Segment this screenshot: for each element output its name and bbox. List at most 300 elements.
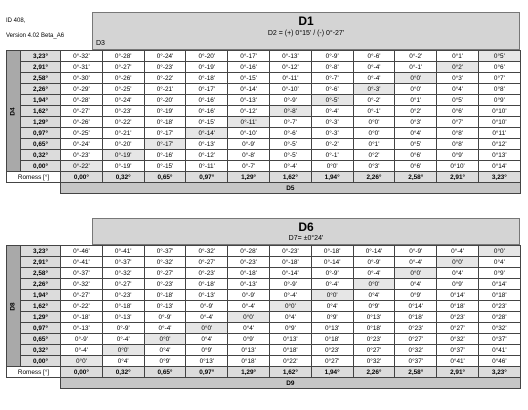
column-label: 1,29° — [228, 367, 270, 378]
table-cell: 0°-37' — [61, 268, 103, 279]
table-cell: 0°-6' — [269, 128, 311, 139]
column-label: 2,91° — [437, 367, 479, 378]
table-cell: 0°18' — [269, 345, 311, 356]
table-cell: 0°37' — [395, 356, 437, 367]
row-label: 0,00° — [21, 161, 61, 172]
column-label: 1,94° — [311, 367, 353, 378]
table-cell: 0°-41' — [61, 257, 103, 268]
table-cell: 0°-23' — [269, 246, 311, 257]
table-cell: 0°18' — [353, 323, 395, 334]
table-cell: 0°-18' — [186, 73, 228, 84]
row-label: 0,65° — [21, 139, 61, 150]
table-cell: 0°-18' — [102, 301, 144, 312]
table-cell: 0°32' — [395, 345, 437, 356]
table-cell: 0°9' — [228, 334, 270, 345]
row-label: 0,97° — [21, 323, 61, 334]
table-cell: 0°-5' — [269, 150, 311, 161]
table-cell: 0°1' — [437, 51, 479, 62]
table-cell: 0°-16' — [186, 95, 228, 106]
column-label: 0,65° — [144, 172, 186, 183]
table-cell: 0°23' — [478, 301, 520, 312]
table-cell: 0°-28' — [228, 246, 270, 257]
table-cell: 0°23' — [311, 345, 353, 356]
table-cell: 0°-9' — [311, 51, 353, 62]
table-cell: 0°-32' — [144, 257, 186, 268]
footer-row — [7, 172, 521, 183]
table-cell: 0°4' — [437, 268, 479, 279]
table-row — [7, 62, 521, 73]
table-cell: 0°-2' — [311, 139, 353, 150]
table-row — [7, 84, 521, 95]
table-cell: 0°-15' — [228, 73, 270, 84]
table-cell: 0°0' — [395, 84, 437, 95]
table-cell: 0°-11' — [186, 161, 228, 172]
row-label: 1,94° — [21, 95, 61, 106]
table-cell: 0°9' — [186, 345, 228, 356]
row-label: 2,58° — [21, 268, 61, 279]
table-cell: 0°-13' — [186, 290, 228, 301]
table-cell: 0°-4' — [228, 301, 270, 312]
table-cell: 0°-20' — [102, 139, 144, 150]
table-cell: 0°0' — [311, 290, 353, 301]
table-cell: 0°-9' — [61, 334, 103, 345]
table-cell: 0°-25' — [61, 128, 103, 139]
table-cell: 0°18' — [437, 301, 479, 312]
table-cell: 0°11' — [478, 128, 520, 139]
table-cell: 0°13' — [228, 345, 270, 356]
table-cell: 0°-12' — [269, 62, 311, 73]
table-cell: 0°-26' — [102, 73, 144, 84]
table-cell: 0°18' — [311, 334, 353, 345]
table-cell: 0°0' — [228, 312, 270, 323]
row-label: 1,62° — [21, 301, 61, 312]
table-cell: 0°-9' — [144, 312, 186, 323]
column-label: 0,32° — [102, 367, 144, 378]
table-cell: 0°18' — [395, 312, 437, 323]
table-cell: 0°-19' — [186, 62, 228, 73]
table-cell: 0°4' — [395, 128, 437, 139]
table-cell: 0°-10' — [269, 84, 311, 95]
table-cell: 0°-41' — [102, 246, 144, 257]
table-cell: 0°-17' — [228, 51, 270, 62]
table-cell: 0°-15' — [186, 117, 228, 128]
table1-subtitle2: D3 — [96, 40, 105, 47]
axis-row — [7, 183, 521, 194]
table-cell: 0°-19' — [144, 106, 186, 117]
table-cell: 0°-4' — [311, 106, 353, 117]
table-cell: 0°-9' — [269, 279, 311, 290]
table-cell: 0°-30' — [61, 73, 103, 84]
table1-side-label — [7, 51, 21, 172]
table-cell: 0°27' — [395, 334, 437, 345]
table-cell: 0°-14' — [311, 257, 353, 268]
table-cell: 0°13' — [311, 323, 353, 334]
table-cell: 0°1' — [353, 139, 395, 150]
table-row — [7, 334, 521, 345]
table-cell: 0°-5' — [311, 95, 353, 106]
table-cell: 0°10' — [478, 117, 520, 128]
table-cell: 0°-10' — [228, 128, 270, 139]
table-cell: 0°4' — [228, 323, 270, 334]
table2-side-label — [7, 246, 21, 367]
table-cell: 0°32' — [353, 356, 395, 367]
table-cell: 0°5' — [395, 139, 437, 150]
table-cell: 0°-14' — [228, 84, 270, 95]
table-cell: 0°9' — [144, 356, 186, 367]
table-cell: 0°-28' — [102, 51, 144, 62]
table-cell: 0°3' — [353, 161, 395, 172]
table1-subtitle: D2 = (+) 0°15' / (-) 0°-27' — [267, 30, 345, 37]
table2-foot-label: Romess [°] — [7, 367, 61, 378]
table-cell: 0°-7' — [269, 117, 311, 128]
table-cell: 0°-2' — [353, 95, 395, 106]
row-label: 2,26° — [21, 279, 61, 290]
table-cell: 0°6' — [478, 62, 520, 73]
table-cell: 0°-17' — [144, 139, 186, 150]
table-cell: 0°-1' — [353, 106, 395, 117]
table-cell: 0°-27' — [61, 106, 103, 117]
table-cell: 0°-24' — [144, 51, 186, 62]
table2-side-label-text: D8 — [9, 301, 17, 311]
table-cell: 0°-3' — [353, 84, 395, 95]
table-cell: 0°0' — [395, 268, 437, 279]
table-row — [7, 117, 521, 128]
table-row — [7, 51, 521, 62]
table-cell: 0°-37' — [102, 257, 144, 268]
table-cell: 0°-26' — [61, 117, 103, 128]
column-label: 3,23° — [478, 367, 520, 378]
table-cell: 0°0' — [353, 117, 395, 128]
table1-side-label-text: D4 — [9, 106, 17, 116]
table-cell: 0°5' — [437, 95, 479, 106]
table-cell: 0°9' — [437, 150, 479, 161]
table-row — [7, 279, 521, 290]
table-cell: 0°0' — [353, 279, 395, 290]
table-cell: 0°-25' — [102, 84, 144, 95]
table-cell: 0°8' — [437, 139, 479, 150]
table-cell: 0°-23' — [228, 257, 270, 268]
table-cell: 0°-32' — [102, 268, 144, 279]
table-cell: 0°-21' — [144, 84, 186, 95]
table-cell: 0°-23' — [144, 279, 186, 290]
table-cell: 0°0' — [269, 301, 311, 312]
table-cell: 0°-23' — [186, 268, 228, 279]
table-cell: 0°28' — [478, 312, 520, 323]
table-cell: 0°-4' — [353, 62, 395, 73]
table-cell: 0°4' — [353, 290, 395, 301]
table-cell: 0°-16' — [228, 62, 270, 73]
table-cell: 0°-7' — [311, 73, 353, 84]
table-cell: 0°14' — [395, 301, 437, 312]
table-cell: 0°3' — [395, 117, 437, 128]
table-cell: 0°-21' — [102, 128, 144, 139]
column-label: 2,91° — [437, 172, 479, 183]
table-cell: 0°27' — [437, 323, 479, 334]
table-row — [7, 246, 521, 257]
table-cell: 0°-9' — [311, 268, 353, 279]
row-label: 2,91° — [21, 257, 61, 268]
table2-block — [6, 218, 520, 403]
column-label: 1,62° — [269, 172, 311, 183]
table1-block — [6, 12, 520, 204]
table-cell: 0°9' — [395, 290, 437, 301]
table-cell: 0°-4' — [353, 73, 395, 84]
table-cell: 0°-18' — [61, 312, 103, 323]
table-row — [7, 106, 521, 117]
table-cell: 0°-8' — [311, 62, 353, 73]
table-cell: 0°-4' — [437, 246, 479, 257]
column-label: 2,58° — [395, 172, 437, 183]
table-cell: 0°-9' — [228, 139, 270, 150]
table-row — [7, 139, 521, 150]
column-label: 0,97° — [186, 172, 228, 183]
table-cell: 0°-17' — [186, 84, 228, 95]
row-label: 1,29° — [21, 312, 61, 323]
table-cell: 0°-9' — [269, 95, 311, 106]
table-cell: 0°18' — [228, 356, 270, 367]
table-cell: 0°-24' — [61, 139, 103, 150]
column-label: 0,97° — [186, 367, 228, 378]
table-cell: 0°-18' — [228, 268, 270, 279]
column-label: 1,29° — [228, 172, 270, 183]
table-cell: 0°-18' — [269, 257, 311, 268]
table-cell: 0°-9' — [353, 257, 395, 268]
row-label: 3,23° — [21, 51, 61, 62]
table-cell: 0°4' — [478, 257, 520, 268]
row-label: 1,94° — [21, 290, 61, 301]
table-cell: 0°-4' — [102, 334, 144, 345]
table-cell: 0°-23' — [61, 150, 103, 161]
table-cell: 0°-9' — [395, 246, 437, 257]
table-cell: 0°6' — [437, 106, 479, 117]
column-label: 0,65° — [144, 367, 186, 378]
axis-blank — [7, 183, 61, 194]
row-label: 2,58° — [21, 73, 61, 84]
table-cell: 0°12' — [478, 139, 520, 150]
table-cell: 0°-13' — [61, 323, 103, 334]
table-cell: 0°13' — [269, 334, 311, 345]
column-label: 3,23° — [478, 172, 520, 183]
table-cell: 0°4' — [311, 301, 353, 312]
table-cell: 0°32' — [437, 334, 479, 345]
table-cell: 0°-16' — [186, 106, 228, 117]
table-cell: 0°9' — [311, 312, 353, 323]
table-cell: 0°37' — [478, 334, 520, 345]
table-cell: 0°-22' — [102, 117, 144, 128]
table-cell: 0°-4' — [269, 161, 311, 172]
column-label: 0,32° — [102, 172, 144, 183]
row-label: 1,62° — [21, 106, 61, 117]
footer-row — [7, 367, 521, 378]
table-cell: 0°4' — [437, 84, 479, 95]
table-cell: 0°0' — [437, 257, 479, 268]
table-cell: 0°-18' — [144, 290, 186, 301]
table-cell: 0°8' — [478, 84, 520, 95]
table-cell: 0°-11' — [228, 117, 270, 128]
table-cell: 0°-13' — [102, 312, 144, 323]
table-cell: 0°8' — [437, 128, 479, 139]
table-cell: 0°41' — [478, 345, 520, 356]
table-cell: 0°-3' — [311, 117, 353, 128]
table-cell: 0°2' — [437, 62, 479, 73]
table-cell: 0°-18' — [311, 246, 353, 257]
table-row — [7, 128, 521, 139]
table-cell: 0°-27' — [102, 62, 144, 73]
table-row — [7, 345, 521, 356]
table-cell: 0°1' — [395, 95, 437, 106]
table-cell: 0°32' — [478, 323, 520, 334]
table-cell: 0°-46' — [61, 246, 103, 257]
row-label: 0,32° — [21, 345, 61, 356]
table-cell: 0°-22' — [61, 161, 103, 172]
table-cell: 0°-22' — [61, 301, 103, 312]
table-cell: 0°6' — [395, 150, 437, 161]
table-cell: 0°0' — [395, 73, 437, 84]
table-cell: 0°-23' — [102, 106, 144, 117]
table-cell: 0°3' — [437, 73, 479, 84]
table-cell: 0°27' — [353, 345, 395, 356]
table-cell: 0°-17' — [144, 128, 186, 139]
table-cell: 0°-13' — [269, 51, 311, 62]
column-label: 1,62° — [269, 367, 311, 378]
table-cell: 0°0' — [353, 128, 395, 139]
table-cell: 0°-11' — [269, 73, 311, 84]
table2-subtitle: D7= ±0°24' — [288, 235, 324, 242]
row-label: 0,32° — [21, 150, 61, 161]
table-cell: 0°-6' — [311, 84, 353, 95]
table-cell: 0°14' — [437, 290, 479, 301]
table-cell: 0°-14' — [269, 268, 311, 279]
table-cell: 0°-19' — [102, 150, 144, 161]
table-cell: 0°-4' — [395, 257, 437, 268]
table-cell: 0°-4' — [311, 279, 353, 290]
table1-foot-label: Romess [°] — [7, 172, 61, 183]
table-cell: 0°-24' — [102, 95, 144, 106]
table-cell: 0°-9' — [186, 301, 228, 312]
table-cell: 0°9' — [437, 279, 479, 290]
table-cell: 0°0' — [186, 323, 228, 334]
table-cell: 0°-16' — [144, 150, 186, 161]
table-cell: 0°-12' — [228, 106, 270, 117]
table-cell: 0°13' — [186, 356, 228, 367]
table-cell: 0°14' — [478, 161, 520, 172]
table-cell: 0°-32' — [61, 279, 103, 290]
table-cell: 0°0' — [61, 356, 103, 367]
table2-title: D6 — [298, 220, 314, 234]
table-cell: 0°-4' — [186, 312, 228, 323]
row-label: 0,65° — [21, 334, 61, 345]
column-label: 0,00° — [61, 172, 103, 183]
table-cell: 0°4' — [144, 345, 186, 356]
table-cell: 0°6' — [395, 161, 437, 172]
row-label: 0,00° — [21, 356, 61, 367]
table-cell: 0°-13' — [228, 279, 270, 290]
table-cell: 0°-27' — [61, 290, 103, 301]
table-cell: 0°-27' — [186, 257, 228, 268]
table-row — [7, 268, 521, 279]
table-cell: 0°9' — [353, 301, 395, 312]
table-cell: 0°22' — [269, 356, 311, 367]
table-cell: 0°4' — [186, 334, 228, 345]
table-row — [7, 301, 521, 312]
table-cell: 0°-1' — [311, 150, 353, 161]
table-cell: 0°5' — [478, 51, 520, 62]
table-row — [7, 161, 521, 172]
table-cell: 0°-18' — [144, 117, 186, 128]
table-cell: 0°-20' — [144, 95, 186, 106]
table1-title: D1 — [298, 14, 314, 28]
table-cell: 0°-2' — [395, 51, 437, 62]
table-cell: 0°-14' — [186, 128, 228, 139]
table-cell: 0°-22' — [144, 73, 186, 84]
table-cell: 0°23' — [353, 334, 395, 345]
table-row — [7, 95, 521, 106]
table-cell: 0°7' — [437, 117, 479, 128]
table-cell: 0°-13' — [144, 301, 186, 312]
table-cell: 0°-27' — [144, 268, 186, 279]
table-cell: 0°10' — [478, 106, 520, 117]
table-cell: 0°23' — [395, 323, 437, 334]
document-id: ID 408, — [6, 18, 26, 24]
table-cell: 0°-14' — [353, 246, 395, 257]
table-row — [7, 312, 521, 323]
row-label: 0,97° — [21, 128, 61, 139]
table-cell: 0°14' — [478, 279, 520, 290]
table-cell: 0°2' — [353, 150, 395, 161]
table-cell: 0°13' — [478, 150, 520, 161]
table-cell: 0°-32' — [186, 246, 228, 257]
table-cell: 0°-31' — [61, 62, 103, 73]
column-label: 1,94° — [311, 172, 353, 183]
table-cell: 0°-3' — [311, 128, 353, 139]
axis-row — [7, 378, 521, 389]
table-row — [7, 323, 521, 334]
table-cell: 0°-8' — [228, 150, 270, 161]
table-cell: 0°-5' — [269, 139, 311, 150]
table-cell: 0°2' — [395, 106, 437, 117]
table-cell: 0°-19' — [102, 161, 144, 172]
table-row — [7, 150, 521, 161]
table-cell: 0°-23' — [102, 290, 144, 301]
table-row — [7, 290, 521, 301]
table-cell: 0°-18' — [186, 279, 228, 290]
table-cell: 0°-4' — [144, 323, 186, 334]
table-cell: 0°-37' — [144, 246, 186, 257]
column-label: 2,26° — [353, 367, 395, 378]
table-cell: 0°-6' — [353, 51, 395, 62]
table-cell: 0°4' — [395, 279, 437, 290]
table-cell: 0°-4' — [61, 345, 103, 356]
table-cell: 0°-28' — [61, 95, 103, 106]
column-label: 2,26° — [353, 172, 395, 183]
table-cell: 0°-32' — [61, 51, 103, 62]
table-cell: 0°-13' — [186, 139, 228, 150]
table-cell: 0°18' — [478, 290, 520, 301]
table-cell: 0°-15' — [144, 161, 186, 172]
column-label: 0,00° — [61, 367, 103, 378]
table-cell: 0°-29' — [61, 84, 103, 95]
table-cell: 0°13' — [353, 312, 395, 323]
table-cell: 0°7' — [478, 73, 520, 84]
table2-grid — [6, 245, 521, 389]
table-cell: 0°-4' — [353, 268, 395, 279]
table-cell: 0°4' — [102, 356, 144, 367]
table-cell: 0°46' — [478, 356, 520, 367]
table-cell: 0°-8' — [269, 106, 311, 117]
table2-axis-label: D9 — [61, 378, 521, 389]
column-label: 2,58° — [395, 367, 437, 378]
table1-axis-label: D5 — [61, 183, 521, 194]
